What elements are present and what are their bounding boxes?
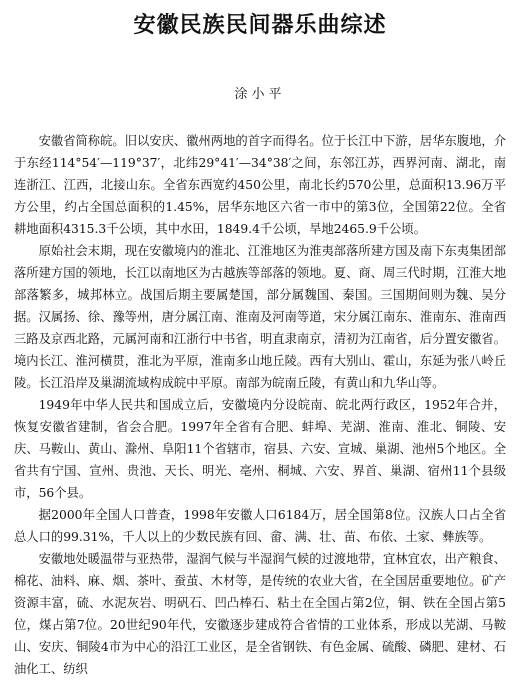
author-name: 涂小平 [234, 87, 286, 102]
page-title: 安徽民族民间器乐曲综述 [133, 12, 387, 38]
paragraph-4: 据2000年全国人口普查，1998年安徽人口6184万，居全国第8位。汉族人口占全省总人口的99.31%，千人以上的少数民族有回、畲、满、壮、苗、布依、土家、彝族等。 [14, 508, 506, 544]
paragraph-5: 安徽地处暖温带与亚热带，湿润气候与半湿润气候的过渡地带，宜林宜农，出产粮食、棉花、油料、麻、烟、茶叶、蚕茧、木材等，是传统的农业大省，在全国居重要地位。矿产资源丰富，硫、水泥灰岩、明矾石、凹凸棒石、粘土在全国占第2位，铜、铁在全国占第5位，煤占第7位。20世纪90年代，安徽逐步建成符合省情的工业体系，形成以芜湖、马鞍山、安庆、铜陵4市为中心的沿江工业区，是全省钢铁、有色金属、硫酸、磷肥、建材、石油化工、纺织 [14, 552, 506, 676]
paragraph-3: 1949年中华人民共和国成立后，安徽境内分设皖南、皖北两行政区，1952年合并，恢复安徽省建制，省会合肥。1997年全省有合肥、蚌埠、芜湖、淮南、淮北、铜陵、安庆、马鞍山、黄山、滁州、阜阳11个省辖市，宿县、六安、宣城、巢湖、池州5个地区。全省共有宁国、宣州、贵池、天长、明光、亳州、桐城、六安、界首、巢湖、宿州11个县级市，56个县。 [14, 398, 506, 500]
paragraph-2: 原始社会末期，现在安徽境内的淮北、江淮地区为淮夷部落所建方国及南下东夷集团部落所建方国的领地，长江以南地区为古越族等部落的领地。夏、商、周三代时期，江淮大地部落繁多，城邦林立。战国后期主要属楚国，部分属魏国、秦国。三国期间则为魏、吴分据。汉属扬、徐、豫等州，唐分属江南、淮南及河南等道，宋分属江南东、淮南东、淮南西三路及京西北路，元属河南和江浙行中书省，明直隶南京，清初为江南省，后分置安徽省。境内长江、淮河横贯，淮北为平原，淮南多山地丘陵。西有大别山、霍山，东延为张八岭丘陵。长江沿岸及巢湖流域构成皖中平原。南部为皖南丘陵，有黄山和九华山等。 [14, 244, 506, 390]
paragraph-1: 安徽省简称皖。旧以安庆、徽州两地的首字而得名。位于长江中下游，居华东腹地，介于东经114°54′—119°37′，北纬29°41′—34°38′之间，东邻江苏，西界河南、湖北，南连浙江、江西，北接山东。全省东西宽约450公里，南北长约570公里，总面积13.96万平方公里，约占全国总面积的1.45%，居华东地区六省一市中的第3位，全国第22位。全省耕地面积4315.3千公顷，其中水田，1849.4千公顷，旱地2465.9千公顷。 [14, 134, 506, 236]
document-body [14, 130, 506, 680]
